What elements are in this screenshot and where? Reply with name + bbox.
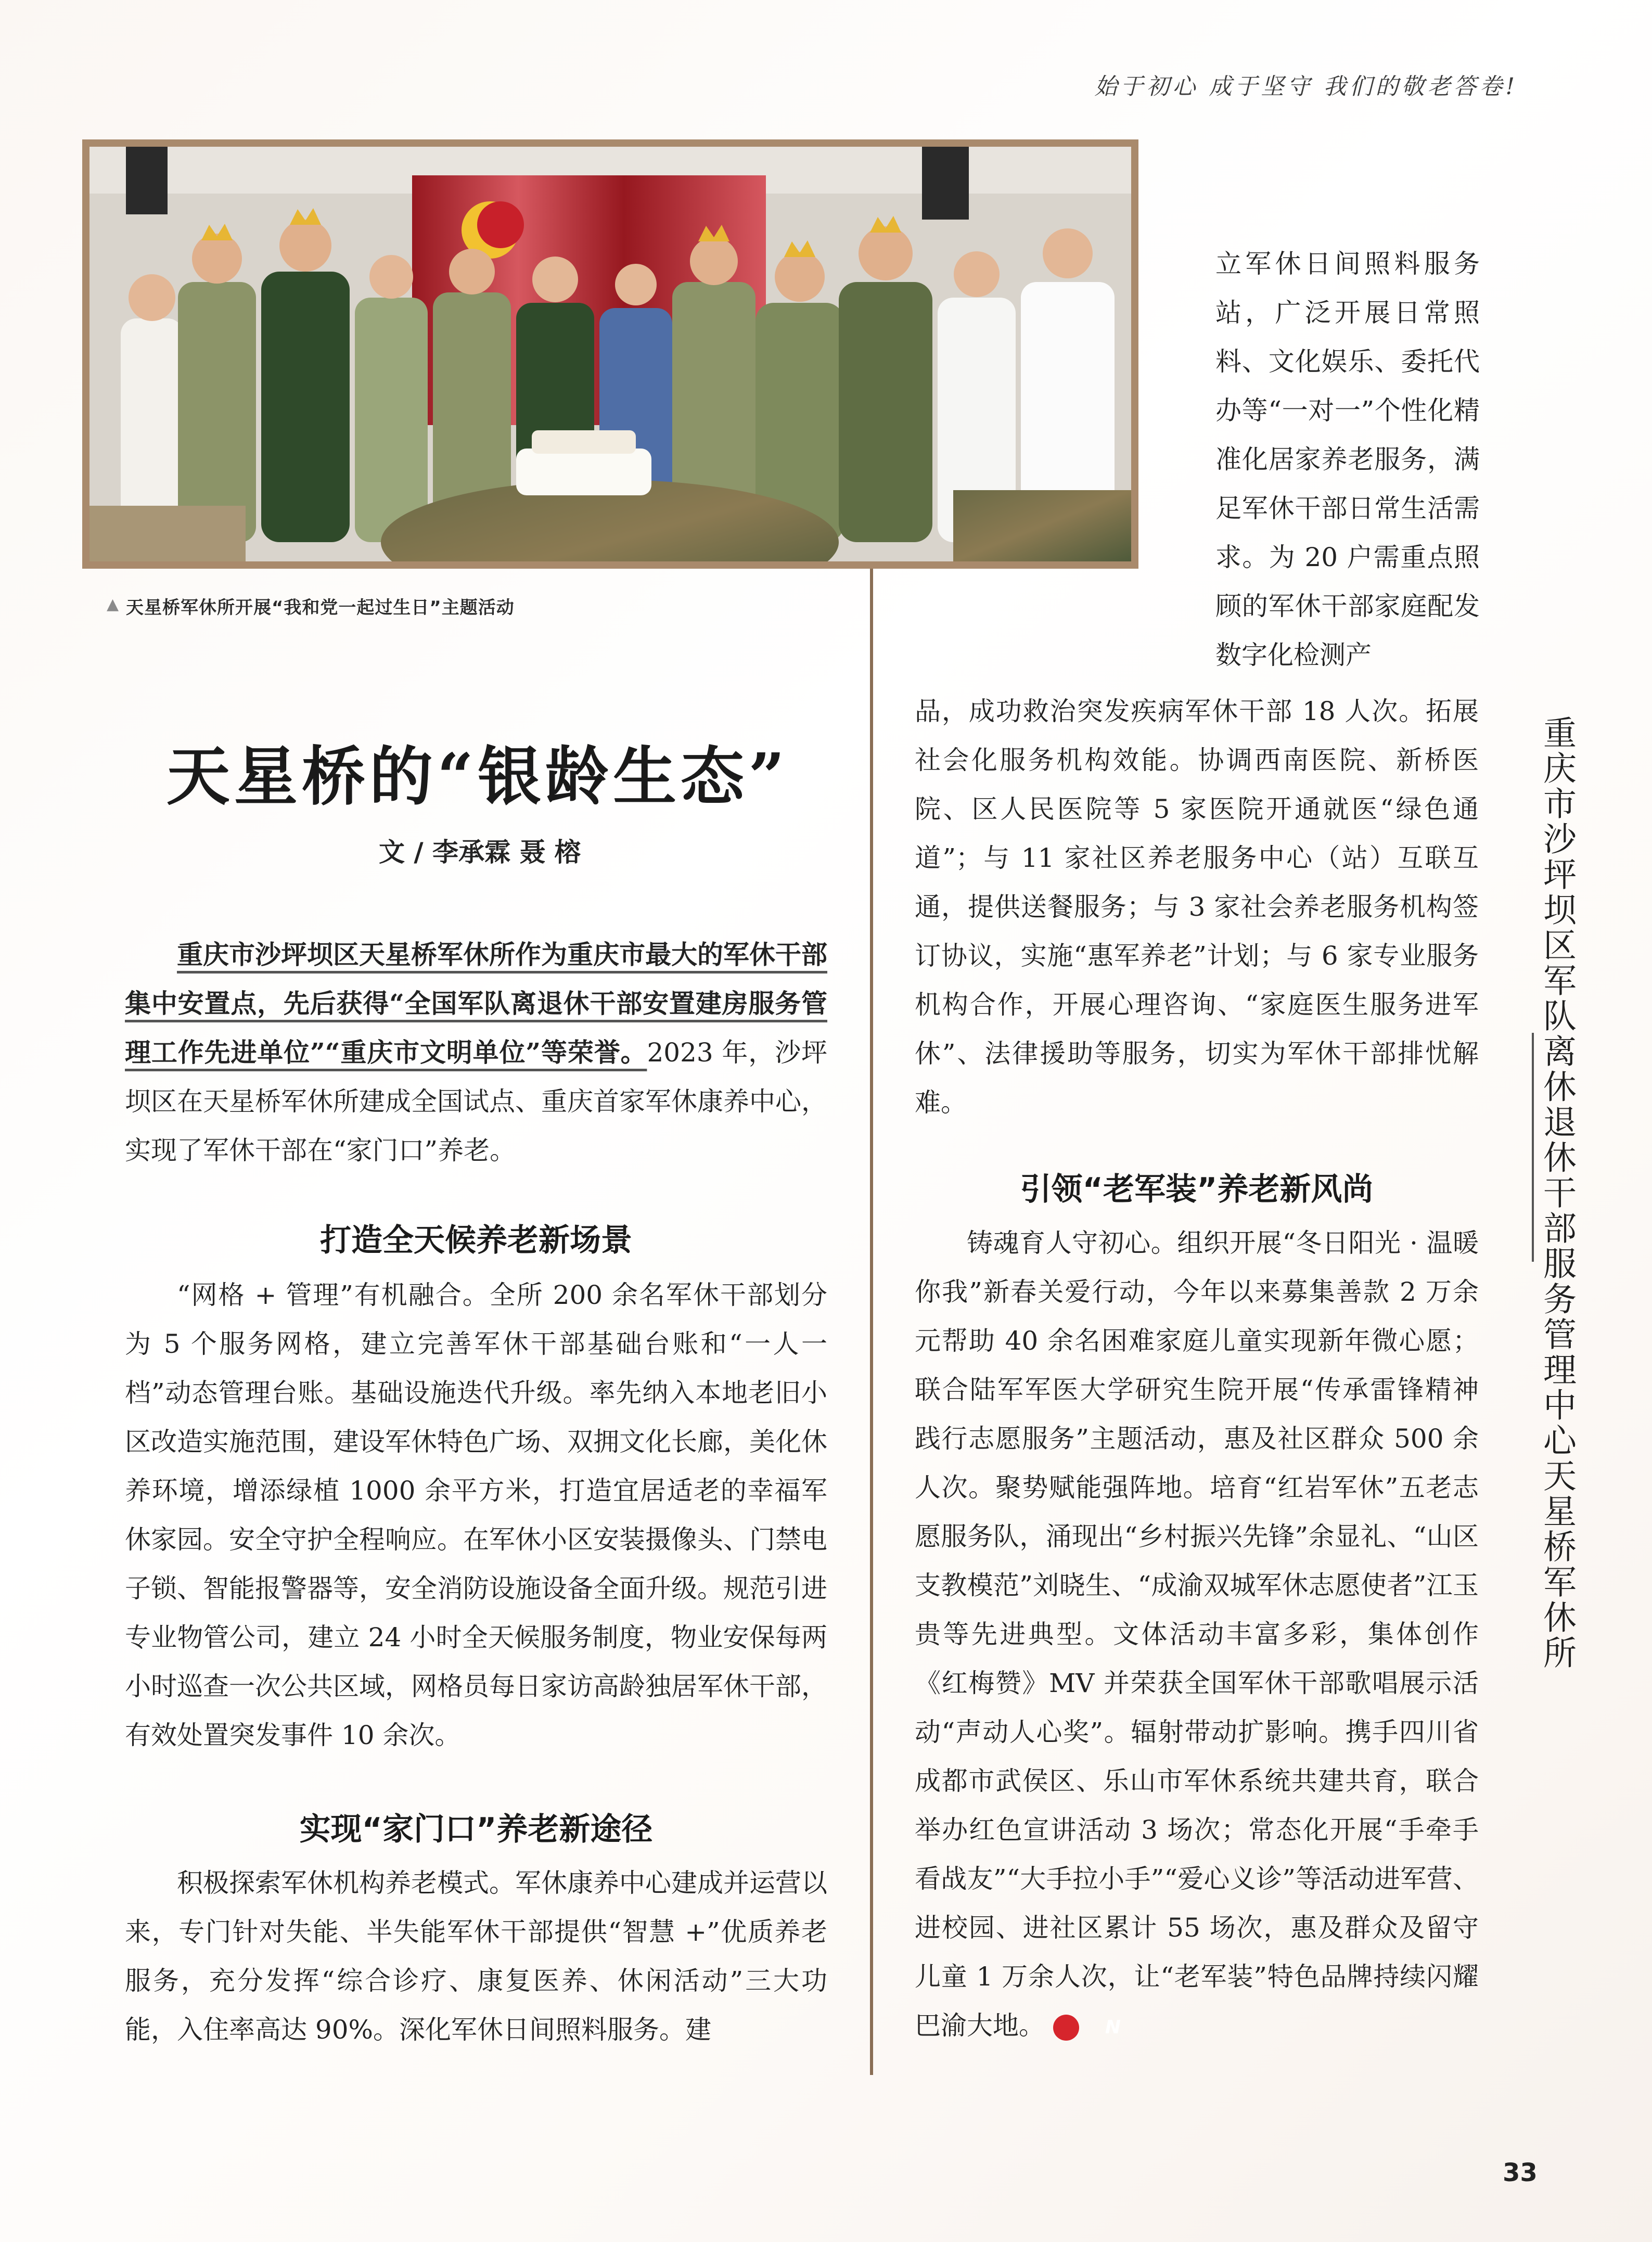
photo-caption: 天星桥军休所开展“我和党一起过生日”主题活动 (126, 597, 515, 618)
lead-paragraph (125, 930, 827, 1175)
section-heading-2: 实现“家门口”养老新途径 (299, 1811, 653, 1848)
left-column (125, 930, 827, 2054)
section-body-1: “网格 + 管理”有机融合。全所 200 余名军休干部划分为 5 个服务网格，建立完善军休干部基础台账和“一人一档”动态管理台账。基础设施迭代升级。率先纳入本地老旧小区改造实施范围，建设军休特色广场、双拥文化长廊，美化休养环境，增添绿植 1000 余平方米，打造宜居适老的幸福军休家园。安全守护全程响应。在军休小区安装摄像头、门禁电子锁、智能报警器等，安全消防设施设备全面升级。规范引进专业物管公司，建立 24 小时全天候服务制度，物业安保每两小时巡查一次公共区域，网格员每日家访高龄独居军休干部，有效处置突发事件 10 余次。 (125, 1280, 827, 1750)
side-title: 重庆市沙坪坝区军队离休退休干部服务管理中心天星桥军休所 (1538, 715, 1576, 1671)
section-body-2-continued-wide: 品，成功救治突发疾病军休干部 18 人次。拓展社会化服务机构效能。协调西南医院、新桥医院、区人民医院等 5 家医院开通就医“绿色通道”；与 11 家社区养老服务中心（站）互联互通，提供送餐服务；与 3 家社会养老服务机构签订协议，实施“惠军养老”计划；与 6 家专业服务机构合作，开展心理咨询、“家庭医生服务进军休”、法律援助等服务，切实为军休干部排忧解难。 (915, 696, 1479, 1118)
lead-rest: 2023 年，沙坪坝区在天星桥军休所建成全国试点、重庆首家军休康养中心，实现了军休干部在“家门口”养老。 (125, 1037, 828, 1165)
lead-bold: 重庆市沙坪坝区天星桥军休所作为重庆市最大的军休干部集中安置点，先后获得“全国军队离退休干部安置建房服务管理工作先进单位”“重庆市文明单位”等荣誉。 (125, 939, 827, 1068)
section-heading-3: 引领“老军装”养老新风尚 (1020, 1171, 1374, 1208)
right-column (915, 687, 1479, 2050)
article-title: 天星桥的“银龄生态” (167, 739, 789, 814)
right-column-narrow (1215, 239, 1480, 680)
section-heading-1: 打造全天候养老新场景 (320, 1222, 632, 1259)
section-body-3-text: 铸魂育人守初心。组织开展“冬日阳光 · 温暖你我”新春关爱行动，今年以来募集善款 2 万余元帮助 40 余名困难家庭儿童实现新年微心愿；联合陆军军医大学研究生院开展“传承雷锋精神 践行志愿服务”主题活动，惠及社区群众 500 余人次。聚势赋能强阵地。培育“红岩军休”五老志愿服务队，涌现出“乡村振兴先锋”余显礼、“山区支教模范”刘晓生、“成渝双城军休志愿使者”江玉贵等先进典型。文体活动丰富多彩，集体创作《红梅赞》MV 并荣获全国军休干部歌唱展示活动“声动人心奖”。辐射带动扩影响。携手四川省成都市武侯区、乐山市军休系统共建共育，联合举办红色宣讲活动 3 场次；常态化开展“手牵手看战友”“大手拉小手”“爱心义诊”等活动进军营、进校园、进社区累计 55 场次，惠及群众及留守儿童 1 万余人次，让“老军装”特色品牌持续闪耀巴渝大地。 (915, 1228, 1479, 2041)
section-body-2: 积极探索军休机构养老模式。军休康养中心建成并运营以来，专门针对失能、半失能军休干部提供“智慧 +”优质养老服务，充分发挥“综合诊疗、康复医养、休闲活动”三大功能，入住率高达 90%。深化军休日间照料服务。建 (125, 1868, 827, 2045)
column-divider (870, 569, 873, 2075)
byline: 文 / 李承霖 聂 榕 (379, 837, 581, 867)
end-mark-icon: N (1053, 2015, 1079, 2041)
side-rule (1532, 1033, 1534, 1262)
event-photo (82, 139, 1138, 569)
header-slogan: 始于初心 成于坚守 我们的敬老答卷! (1094, 73, 1518, 100)
section-body-3 (915, 1219, 1479, 2050)
page-number: 33 (1503, 2158, 1538, 2187)
section-body-2-continued: 立军休日间照料服务站，广泛开展日常照料、文化娱乐、委托代办等“一对一”个性化精准化居家养老服务，满足军休干部日常生活需求。为 20 户需重点照顾的军休干部家庭配发数字化检测产 (1215, 249, 1480, 670)
caption-marker-icon: ▲ (107, 595, 119, 613)
